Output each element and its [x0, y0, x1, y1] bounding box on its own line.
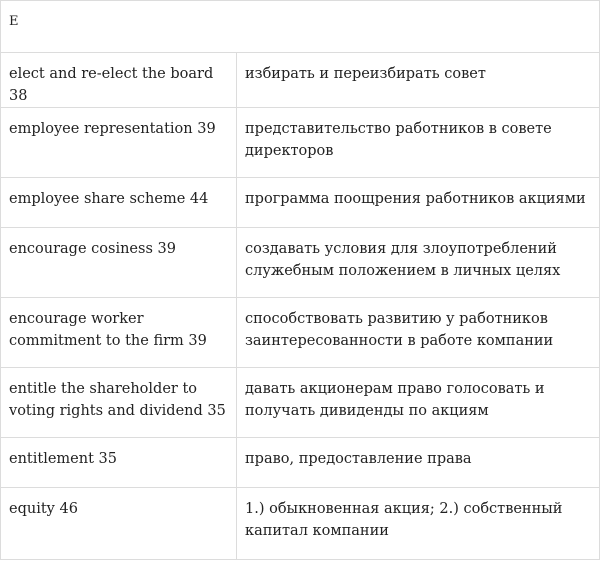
term-cell: employee share scheme 44	[1, 178, 237, 228]
term-cell: equity 46	[1, 488, 237, 560]
translation-cell: представительство работников в совете директоров	[237, 108, 600, 178]
table-row	[1, 438, 600, 488]
translation-cell: право, предоставление права	[237, 438, 600, 488]
translation-cell: создавать условия для злоупотреблений служебным положением в личных целях	[237, 228, 600, 298]
term-cell: entitle the shareholder to voting rights and dividend 35	[1, 368, 237, 438]
translation-cell: давать акционерам право голосовать и получать дивиденды по акциям	[237, 368, 600, 438]
translation-cell: избирать и переизбирать совет	[237, 53, 600, 108]
term-cell: employee representation 39	[1, 108, 237, 178]
term-cell: elect and re-elect the board 38	[1, 53, 237, 108]
table-row	[1, 298, 600, 368]
table-row	[1, 488, 600, 560]
term-cell: entitlement 35	[1, 438, 237, 488]
table-row	[1, 53, 600, 108]
term-cell: encourage cosiness 39	[1, 228, 237, 298]
table-row	[1, 108, 600, 178]
term-cell: encourage worker commitment to the firm 39	[1, 298, 237, 368]
section-letter: E	[1, 1, 600, 53]
translation-cell: программа поощрения работников акциями	[237, 178, 600, 228]
table-row	[1, 228, 600, 298]
table-row	[1, 178, 600, 228]
section-header-row	[1, 1, 600, 53]
table-row	[1, 368, 600, 438]
translation-cell: способствовать развитию у работников заинтересованности в работе компании	[237, 298, 600, 368]
translation-cell: 1.) обыкновенная акция; 2.) собственный капитал компании	[237, 488, 600, 560]
